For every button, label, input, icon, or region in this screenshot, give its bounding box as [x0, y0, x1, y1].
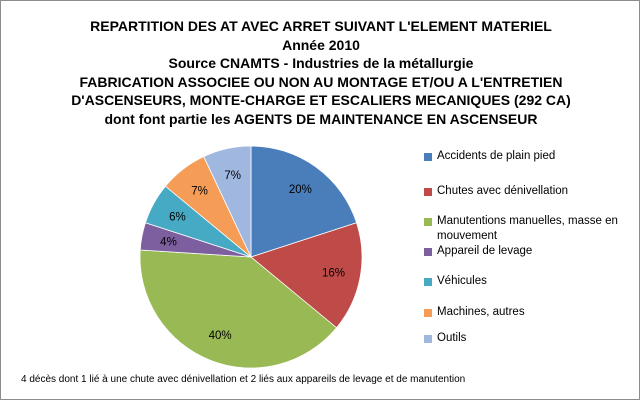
title-line-4: FABRICATION ASSOCIEE OU NON AU MONTAGE ET/OU A L'ENTRETIEN — [79, 73, 563, 90]
chart-footnote: 4 décès dont 1 lié à une chute avec dénivellation et 2 liés aux appareils de levage et de manutention — [21, 374, 466, 385]
legend-label-0: Accidents de plain pied — [437, 150, 556, 162]
legend-swatch-2 — [424, 218, 432, 226]
pie-data-label-4: 6% — [169, 211, 186, 224]
pie-data-label-0: 20% — [288, 184, 312, 197]
title-line-3: Source CNAMTS - Industries de la métallurgie — [168, 55, 474, 71]
legend-label-3: Appareil de levage — [437, 245, 533, 257]
legend-label-1: Chutes avec dénivellation — [437, 185, 569, 197]
title-line-6: dont font partie les AGENTS DE MAINTENANCE EN ASCENSEUR — [104, 110, 538, 127]
pie-data-label-6: 7% — [224, 170, 241, 183]
legend-swatch-1 — [424, 188, 432, 196]
legend-label-2: Manutentions manuelles, masse en mouvement — [437, 215, 618, 242]
title-line-5: D'ASCENSEURS, MONTE-CHARGE ET ESCALIERS MECANIQUES (292 CA) — [71, 92, 571, 108]
pie-data-label-3: 4% — [160, 236, 177, 249]
title-line-1: REPARTITION DES AT AVEC ARRET SUIVANT L'ELEMENT MATERIEL — [90, 18, 552, 34]
legend-swatch-0 — [424, 153, 432, 161]
title-line-2: Année 2010 — [282, 36, 360, 53]
legend-label-4: Véhicules — [437, 275, 487, 287]
legend-swatch-3 — [424, 248, 432, 256]
pie-data-label-1: 16% — [321, 267, 346, 280]
legend-swatch-4 — [424, 278, 432, 286]
pie-data-label-5: 7% — [191, 185, 208, 198]
legend-label-5: Machines, autres — [437, 306, 525, 318]
legend-swatch-6 — [424, 335, 432, 343]
legend-swatch-5 — [424, 309, 432, 317]
pie-data-label-2: 40% — [208, 330, 232, 343]
legend-label-6: Outils — [437, 332, 467, 344]
